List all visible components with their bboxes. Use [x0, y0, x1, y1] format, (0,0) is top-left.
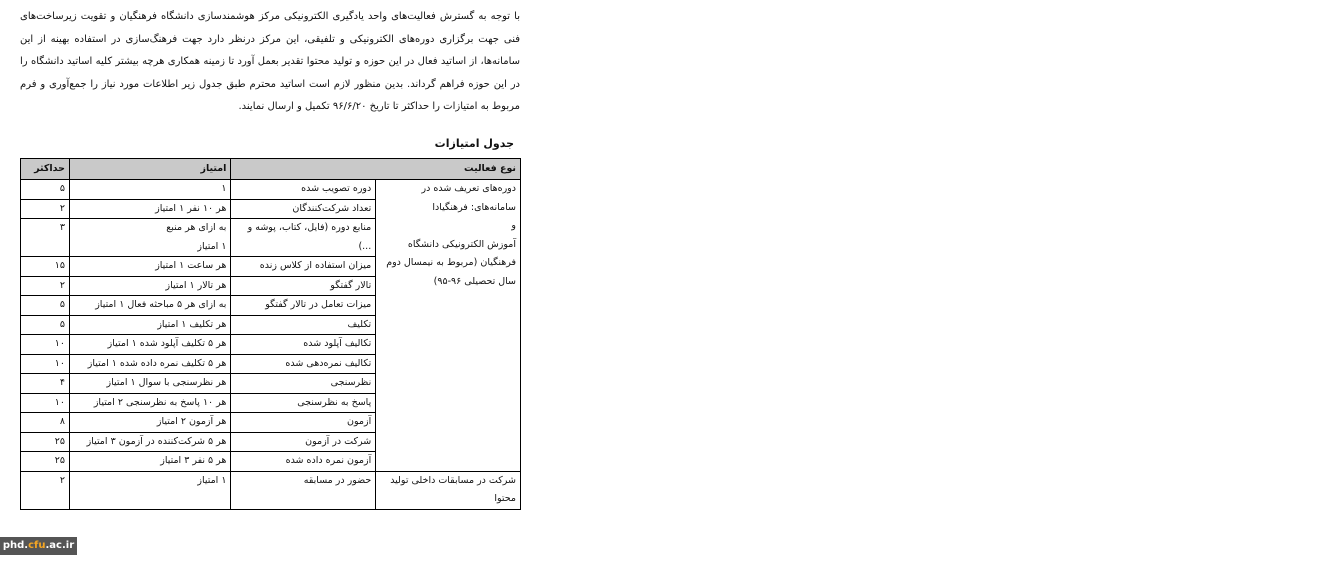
score-cell: هر نظرسنجی با سوال ۱ امتیاز	[69, 374, 230, 394]
max-cell: ۱۰	[21, 354, 70, 374]
max-cell: ۲	[21, 276, 70, 296]
activity-item-cell: میزان استفاده از کلاس زنده	[231, 257, 376, 277]
activity-item-cell: حضور در مسابقه	[231, 471, 376, 509]
score-cell: به ازای هر ۵ مباحثه فعال ۱ امتیاز	[69, 296, 230, 316]
score-cell: به ازای هر منبع ۱ امتیاز	[69, 219, 230, 257]
watermark-accent: cfu	[28, 540, 46, 551]
category-cell-competition: شرکت در مسابقات داخلی تولید محتوا	[376, 471, 521, 509]
activity-item-cell: دوره تصویب شده	[231, 180, 376, 200]
site-watermark	[0, 537, 77, 555]
table-body	[21, 180, 521, 510]
activity-item-cell: تکالیف آپلود شده	[231, 335, 376, 355]
watermark-suffix: .ac.ir	[45, 540, 75, 551]
activity-item-cell: شرکت در آزمون	[231, 432, 376, 452]
score-cell: هر ۱۰ نفر ۱ امتیاز	[69, 199, 230, 219]
activity-item-cell: پاسخ به نظرسنجی	[231, 393, 376, 413]
score-cell: هر تکلیف ۱ امتیاز	[69, 315, 230, 335]
score-cell: هر ساعت ۱ امتیاز	[69, 257, 230, 277]
max-cell: ۲۵	[21, 452, 70, 472]
max-cell: ۵	[21, 315, 70, 335]
activity-item-cell: تکلیف	[231, 315, 376, 335]
max-cell: ۲۵	[21, 432, 70, 452]
header-max: حداکثر	[21, 159, 70, 180]
score-cell: هر ۱۰ پاسخ به نظرسنجی ۲ امتیاز	[69, 393, 230, 413]
activity-item-cell: تکالیف نمره‌دهی شده	[231, 354, 376, 374]
max-cell: ۴	[21, 374, 70, 394]
activity-item-cell: تالار گفتگو	[231, 276, 376, 296]
score-cell: هر ۵ نفر ۳ امتیاز	[69, 452, 230, 472]
activity-item-cell: آزمون	[231, 413, 376, 433]
activity-item-cell: نظرسنجی	[231, 374, 376, 394]
score-cell: ۱	[69, 180, 230, 200]
score-cell: هر ۵ تکلیف نمره داده شده ۱ امتیاز	[69, 354, 230, 374]
table-title: جدول امتیازات	[434, 136, 514, 150]
max-cell: ۲	[21, 199, 70, 219]
max-cell: ۵	[21, 296, 70, 316]
category-cell-systems: دوره‌های تعریف شده در سامانه‌های: فرهنگیادا و آموزش الکترونیکی دانشگاه فرهنگیان (مربوط به نیمسال دوم سال تحصیلی ۹۶-۹۵)	[376, 180, 521, 472]
score-cell: هر ۵ شرکت‌کننده در آزمون ۳ امتیاز	[69, 432, 230, 452]
intro-paragraph: با توجه به گسترش فعالیت‌های واحد یادگیری الکترونیکی مرکز هوشمندسازی دانشگاه فرهنگیان و تقویت زیرساخت‌های فنی جهت برگزاری دوره‌های الکترونیکی و تلفیقی، این مرکز درنظر دارد جهت فرهنگ‌سازی در استفاده بهینه از این سامانه‌ها، از اساتید فعال در این حوزه و تولید محتوا تقدیر بعمل آورد تا زمینه همکاری هرچه بیشتر کلیه اساتید دانشگاه را در این حوزه فراهم گرداند. بدین منظور لازم است اساتید محترم طبق جدول زیر اطلاعات مورد نیاز را جمع‌آوری و فرم مربوط به امتیازات را حداکثر تا تاریخ ۹۶/۶/۲۰ تکمیل و ارسال نمایند.	[20, 11, 520, 112]
header-activity-type: نوع فعالیت	[231, 159, 521, 180]
activity-item-cell: آزمون نمره داده شده	[231, 452, 376, 472]
activity-item-cell: منابع دوره (فایل، کتاب، پوشه و ...)	[231, 219, 376, 257]
score-cell: هر ۵ تکلیف آپلود شده ۱ امتیاز	[69, 335, 230, 355]
activity-item-cell: میزات تعامل در تالار گفتگو	[231, 296, 376, 316]
activity-item-cell: تعداد شرکت‌کنندگان	[231, 199, 376, 219]
score-cell: هر آزمون ۲ امتیاز	[69, 413, 230, 433]
score-cell: هر تالار ۱ امتیاز	[69, 276, 230, 296]
max-cell: ۸	[21, 413, 70, 433]
max-cell: ۱۰	[21, 393, 70, 413]
max-cell: ۳	[21, 219, 70, 257]
table-row	[21, 180, 521, 200]
watermark-prefix: phd.	[2, 540, 29, 551]
scores-table	[20, 158, 521, 510]
max-cell: ۱۵	[21, 257, 70, 277]
max-cell: ۵	[21, 180, 70, 200]
score-cell: ۱ امتیاز	[69, 471, 230, 509]
table-row	[21, 471, 521, 509]
header-score: امتیاز	[69, 159, 230, 180]
max-cell: ۱۰	[21, 335, 70, 355]
max-cell: ۲	[21, 471, 70, 509]
table-header-row	[21, 159, 521, 180]
document-body	[20, 6, 520, 157]
